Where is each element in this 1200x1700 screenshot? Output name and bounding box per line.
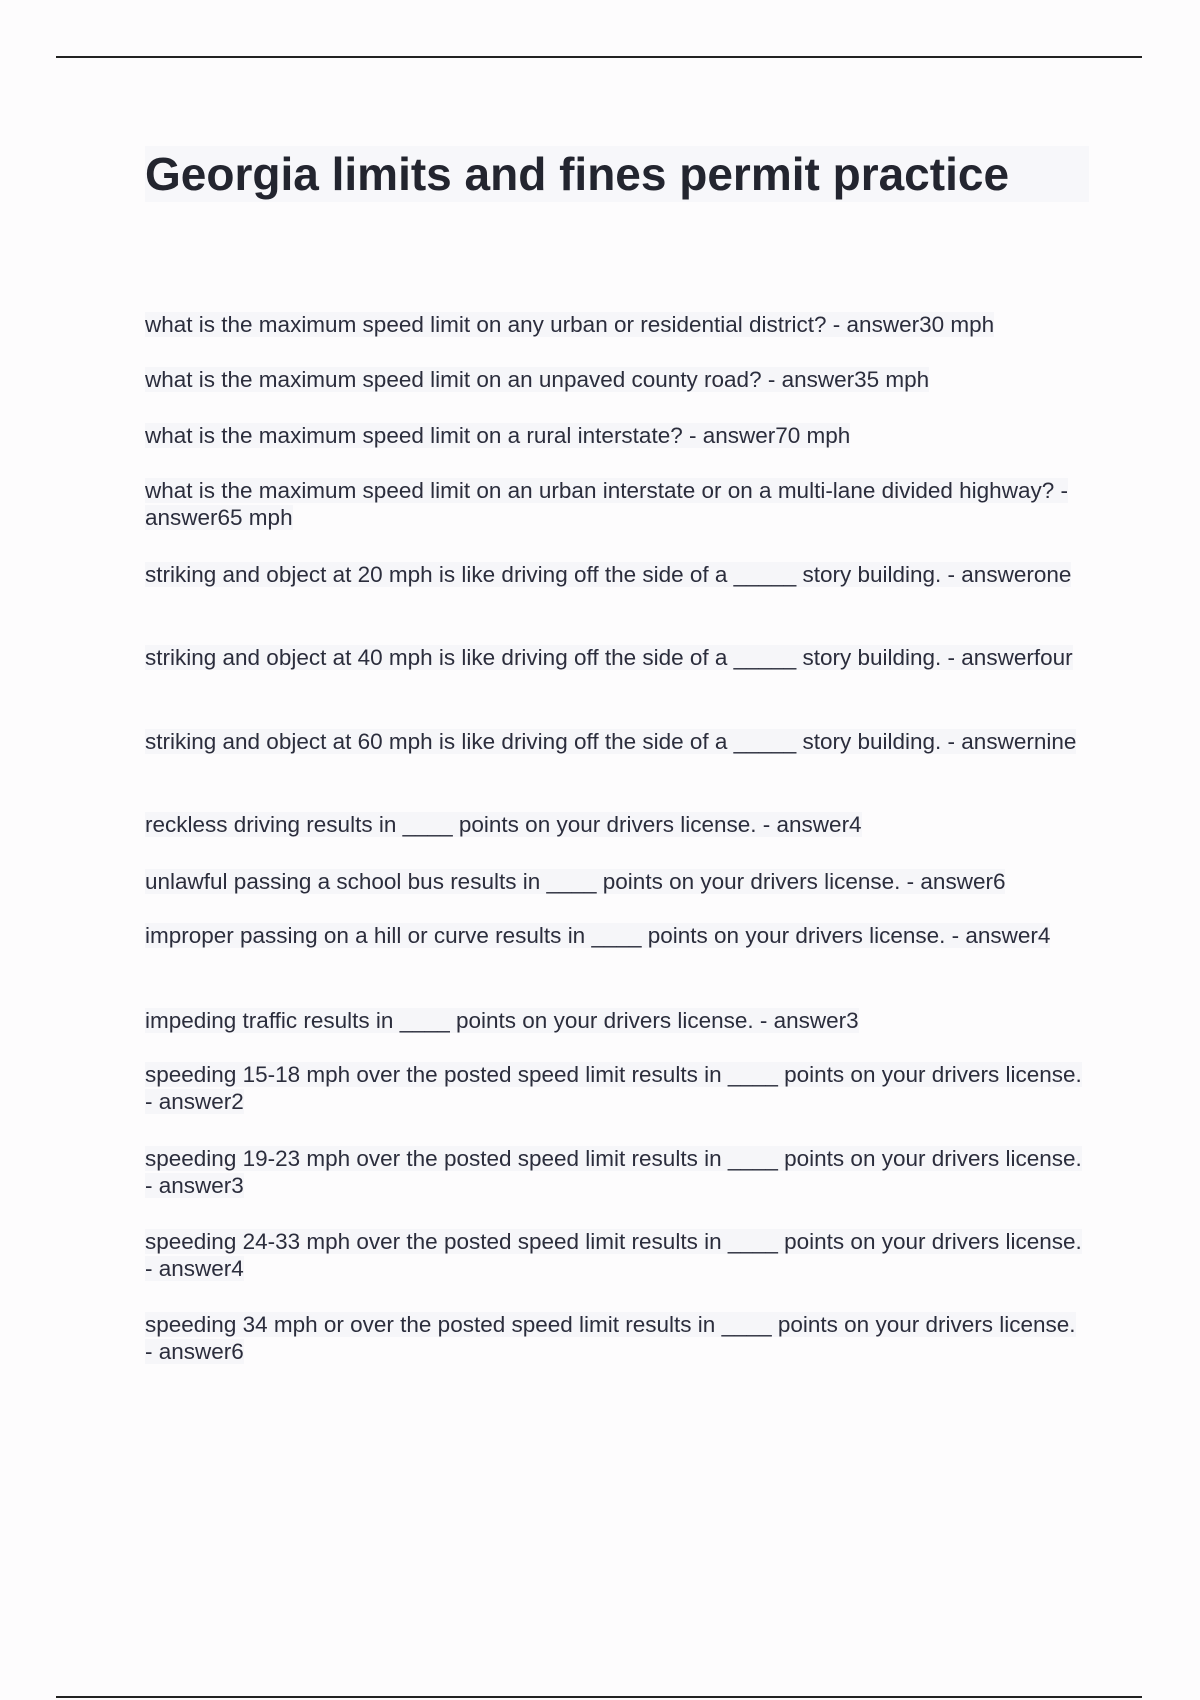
qa-text: speeding 24-33 mph over the posted speed limit results in ____ points on your drivers license. - answer4: [145, 1229, 1082, 1281]
qa-item: [145, 366, 929, 393]
qa-item: [145, 644, 1073, 671]
qa-item: [145, 1145, 1085, 1199]
qa-item: [145, 868, 1005, 895]
qa-text: speeding 34 mph or over the posted speed limit results in ____ points on your drivers license. - answer6: [145, 1312, 1076, 1364]
qa-text: what is the maximum speed limit on an unpaved county road? - answer35 mph: [145, 367, 930, 392]
top-rule: [56, 56, 1142, 58]
qa-text: unlawful passing a school bus results in ____ points on your drivers license. - answer6: [145, 869, 1006, 894]
qa-item: [145, 477, 1085, 531]
qa-text: striking and object at 20 mph is like driving off the side of a _____ story building. - answerone: [145, 562, 1072, 587]
qa-item: [145, 1228, 1085, 1282]
qa-item: [145, 561, 1071, 588]
qa-text: speeding 15-18 mph over the posted speed limit results in ____ points on your drivers license. - answer2: [145, 1062, 1082, 1114]
qa-text: what is the maximum speed limit on an urban interstate or on a multi-lane divided highway? - answer65 mph: [145, 478, 1068, 530]
qa-text: what is the maximum speed limit on a rural interstate? - answer70 mph: [145, 423, 851, 448]
qa-item: [145, 811, 862, 838]
page-title: Georgia limits and fines permit practice: [145, 146, 1089, 202]
qa-text: striking and object at 60 mph is like driving off the side of a _____ story building. - answernine: [145, 729, 1077, 754]
qa-item: [145, 1061, 1085, 1115]
qa-text: improper passing on a hill or curve results in ____ points on your drivers license. - answer4: [145, 923, 1051, 948]
qa-item: [145, 728, 1076, 755]
qa-item: [145, 1007, 859, 1034]
qa-item: [145, 1311, 1085, 1365]
qa-text: impeding traffic results in ____ points on your drivers license. - answer3: [145, 1008, 859, 1033]
qa-text: what is the maximum speed limit on any urban or residential district? - answer30 mph: [145, 312, 995, 337]
qa-item: [145, 422, 850, 449]
qa-item: [145, 922, 1050, 949]
qa-item: [145, 311, 994, 338]
qa-text: speeding 19-23 mph over the posted speed limit results in ____ points on your drivers license. - answer3: [145, 1146, 1082, 1198]
bottom-rule: [56, 1696, 1142, 1698]
qa-text: striking and object at 40 mph is like driving off the side of a _____ story building. - answerfour: [145, 645, 1073, 670]
qa-text: reckless driving results in ____ points on your drivers license. - answer4: [145, 812, 862, 837]
